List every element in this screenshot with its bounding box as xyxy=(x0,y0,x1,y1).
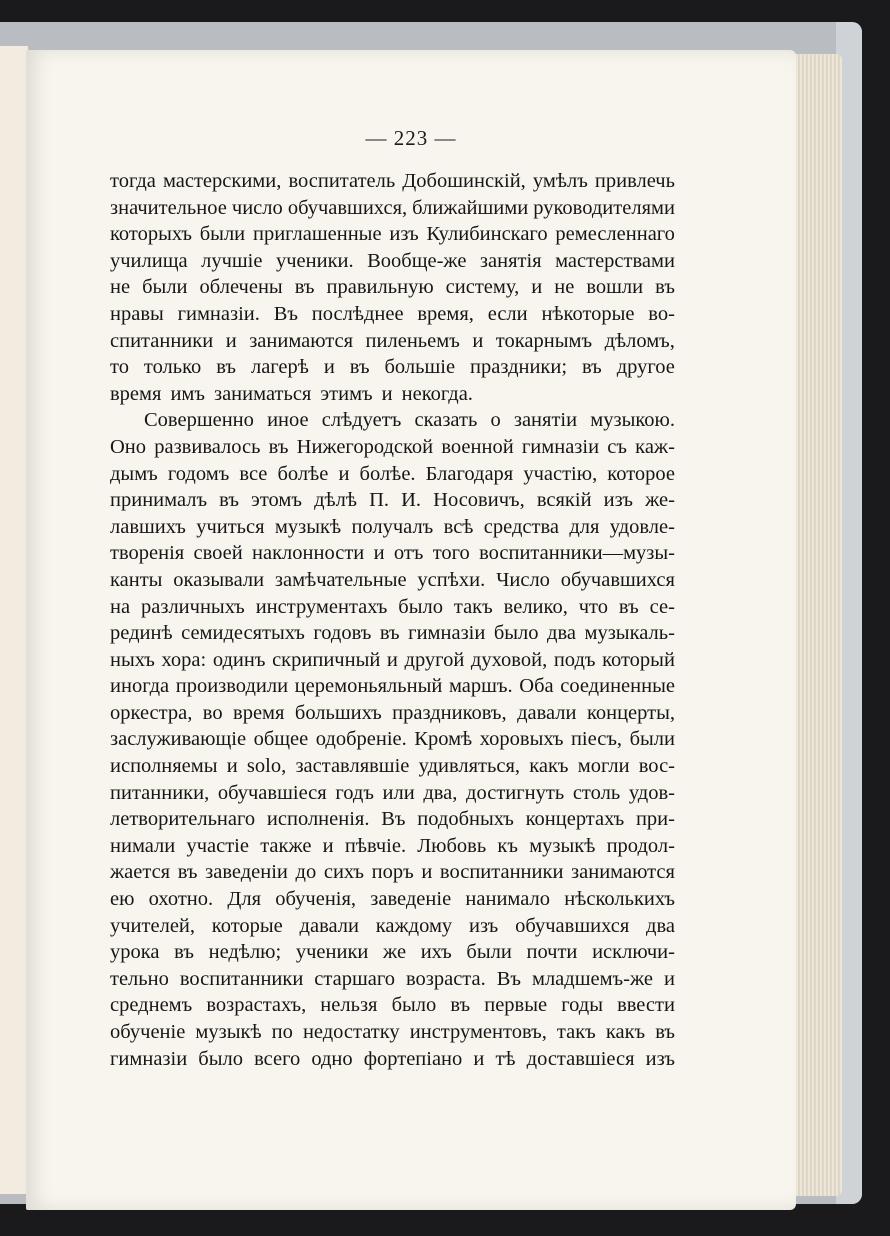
word: удов- xyxy=(628,781,675,804)
word: въ xyxy=(268,435,289,458)
word: концерты, xyxy=(586,701,675,724)
text-line xyxy=(110,328,675,355)
word: и xyxy=(386,648,398,671)
word: такъ xyxy=(453,595,493,618)
text-line xyxy=(110,859,675,886)
word: по xyxy=(271,1021,293,1043)
word: успѣхи. xyxy=(417,568,486,591)
word: спитанники xyxy=(110,329,214,352)
word: ввести xyxy=(617,994,675,1017)
word: исполненія. xyxy=(266,808,370,831)
word: значительное xyxy=(110,196,227,219)
word: того xyxy=(432,542,470,565)
text-line xyxy=(110,753,675,780)
word: послѣднее xyxy=(311,302,404,325)
word: всякій xyxy=(536,489,592,512)
word: изъ xyxy=(389,223,419,246)
word: оркестра, xyxy=(110,701,193,724)
word: музыкѣ xyxy=(529,834,596,857)
word: которое xyxy=(607,462,675,485)
word: во- xyxy=(648,302,675,325)
word: въ xyxy=(655,276,675,299)
word: пѣвчіе. xyxy=(344,834,407,857)
word: было xyxy=(391,994,437,1017)
text-line xyxy=(110,407,675,434)
word: большихъ xyxy=(294,701,382,724)
word: Оба xyxy=(519,675,554,698)
word: которыхъ xyxy=(110,223,192,246)
word: творенія xyxy=(110,542,185,565)
word: въ xyxy=(450,994,471,1017)
text-line xyxy=(110,726,675,753)
text-line xyxy=(110,168,675,195)
word: достигнуть xyxy=(466,781,565,804)
word: маршъ. xyxy=(448,675,513,698)
word: руководителями xyxy=(533,196,675,219)
word: годы xyxy=(561,994,603,1017)
word: училища xyxy=(110,249,188,272)
word: обученіе xyxy=(110,1021,186,1043)
word: токарнымъ xyxy=(495,329,593,352)
word: были xyxy=(199,223,246,246)
text-line xyxy=(110,806,675,833)
text-line xyxy=(110,195,675,222)
word: се- xyxy=(649,595,675,618)
word: ремесленнаго xyxy=(555,223,675,246)
word: вошли xyxy=(586,276,644,299)
word: ихъ xyxy=(420,941,452,964)
word: младшемъ-же xyxy=(531,967,653,990)
word: не xyxy=(554,276,575,299)
word: этомъ xyxy=(251,489,302,512)
word: этимъ xyxy=(320,382,373,405)
word: приглашенные xyxy=(252,223,382,246)
word: военной xyxy=(441,435,514,458)
word: ею xyxy=(110,888,135,911)
word: ученики. xyxy=(275,249,354,272)
word: въ xyxy=(177,861,198,884)
word: въ xyxy=(655,1021,675,1043)
text-line xyxy=(110,673,675,700)
word: годъ xyxy=(335,781,374,804)
word: если xyxy=(487,302,528,325)
word: Для xyxy=(227,888,262,911)
word: музыкою. xyxy=(590,409,675,432)
word: участію, xyxy=(523,462,598,485)
word: ныхъ xyxy=(110,648,155,671)
word: оказывали xyxy=(173,568,265,591)
word: подъ xyxy=(553,648,596,671)
word: П. xyxy=(369,489,390,512)
word: и xyxy=(381,382,393,405)
word: Нижегородской xyxy=(296,435,434,458)
word: учиться xyxy=(196,515,265,538)
word: гимназіи xyxy=(521,435,600,458)
text-line xyxy=(110,354,675,381)
text-line xyxy=(110,594,675,621)
word: общее xyxy=(253,728,309,751)
word: сказать xyxy=(414,409,478,432)
word: облечены xyxy=(199,276,283,299)
word: старшаго xyxy=(314,967,395,990)
word: принималъ xyxy=(110,489,208,512)
text-line xyxy=(110,886,675,913)
text-line xyxy=(110,780,675,807)
text-line xyxy=(110,248,675,275)
text-line xyxy=(110,221,675,248)
word: время, xyxy=(417,302,474,325)
text-line xyxy=(110,514,675,541)
word: какъ xyxy=(529,755,569,778)
word: продол- xyxy=(606,834,675,857)
word: хора: xyxy=(161,648,207,671)
word: духовой, xyxy=(470,648,548,671)
word: было xyxy=(198,1047,243,1070)
word: solo, xyxy=(246,755,287,778)
word: піесъ, xyxy=(570,728,623,751)
page-number: — 223 — xyxy=(365,126,457,150)
word: обучавшихся xyxy=(560,568,675,591)
page-text xyxy=(110,168,675,1072)
word: всего xyxy=(254,1047,301,1070)
previous-page-edge xyxy=(0,46,29,1194)
word: Благодаря xyxy=(425,462,514,485)
word: заниматься xyxy=(213,382,312,405)
text-line xyxy=(110,620,675,647)
word: недѣлю; xyxy=(208,941,282,964)
word: вос- xyxy=(638,755,675,778)
word: на xyxy=(110,595,131,618)
word: въ xyxy=(294,276,315,299)
word: до xyxy=(295,861,317,884)
word: могли xyxy=(577,755,630,778)
word: нимали xyxy=(110,834,176,857)
word: обучавшихся, xyxy=(287,196,408,219)
word: изъ xyxy=(468,914,499,937)
word: средства xyxy=(483,515,559,538)
word: удивляться, xyxy=(418,755,520,778)
text-line xyxy=(110,939,675,966)
word: подобныхъ xyxy=(417,808,514,831)
word: во xyxy=(202,701,223,724)
word: исключи- xyxy=(592,941,675,964)
word: наклонности xyxy=(252,542,365,565)
word: давали xyxy=(299,914,359,937)
word: дѣлѣ xyxy=(314,489,357,512)
word: болѣе. xyxy=(359,462,416,485)
word: годовъ xyxy=(313,622,372,645)
word: и xyxy=(323,356,335,379)
word: и xyxy=(472,329,484,352)
word: годомъ xyxy=(167,462,230,485)
word: жается xyxy=(110,861,171,884)
word: урока xyxy=(110,941,160,964)
word: и xyxy=(322,834,334,857)
word: нельзя xyxy=(320,994,378,1017)
word: музыкѣ xyxy=(195,1021,262,1043)
word: лучшіе xyxy=(201,249,263,272)
word: хоровыхъ xyxy=(479,728,564,751)
word: и xyxy=(373,542,385,565)
word: мастерскими, xyxy=(162,170,282,192)
text-line xyxy=(110,1046,675,1073)
word: Въ xyxy=(273,302,298,325)
word: о xyxy=(490,409,501,432)
word: и xyxy=(225,329,237,352)
word: заведеніе xyxy=(370,888,452,911)
word: Добошинскій, xyxy=(402,170,526,192)
word: были xyxy=(629,728,675,751)
text-line xyxy=(110,540,675,567)
word: обученія, xyxy=(275,888,357,911)
word: давали xyxy=(517,701,577,724)
word: такъ xyxy=(556,1021,596,1043)
word: каждому xyxy=(375,914,453,937)
word: было xyxy=(398,595,443,618)
text-line xyxy=(110,700,675,727)
word: церемоньяльный xyxy=(294,675,443,698)
word: которые xyxy=(211,914,283,937)
word: соединенные xyxy=(560,675,675,698)
word: при- xyxy=(635,808,675,831)
word: возрастахъ, xyxy=(206,994,307,1017)
word: время xyxy=(233,701,285,724)
word: почти xyxy=(526,941,578,964)
word: и xyxy=(421,861,433,884)
word: одинъ xyxy=(212,648,266,671)
word: занятіи xyxy=(513,409,578,432)
word: нравы xyxy=(110,302,164,325)
word: нѣсколькихъ xyxy=(564,888,675,911)
word: что xyxy=(578,595,608,618)
text-line xyxy=(110,913,675,940)
word: Совершенно xyxy=(144,409,254,432)
word: въ xyxy=(216,356,237,379)
word: среднемъ xyxy=(110,994,193,1017)
word: же- xyxy=(645,489,675,512)
word: иное xyxy=(267,409,309,432)
word: все xyxy=(239,462,268,485)
word: концертахъ xyxy=(525,808,625,831)
word: и xyxy=(226,755,238,778)
word: не xyxy=(110,276,131,299)
word: время xyxy=(110,382,162,405)
word: своей xyxy=(193,542,243,565)
word: Число xyxy=(496,568,550,591)
word: и xyxy=(473,1047,485,1070)
word: семидесятыхъ xyxy=(181,622,305,645)
word: лагерѣ xyxy=(250,356,309,379)
text-line xyxy=(110,966,675,993)
text-line xyxy=(110,487,675,514)
word: одно xyxy=(311,1047,353,1070)
word: летворительнаго xyxy=(110,808,256,831)
word: питанники, xyxy=(110,781,210,804)
word: два, xyxy=(423,781,458,804)
word: учителей, xyxy=(110,914,196,937)
word: были xyxy=(142,276,188,299)
word: съ xyxy=(607,435,627,458)
word: обучавшіеся xyxy=(217,781,327,804)
word: дѣломъ, xyxy=(604,329,675,352)
word: были xyxy=(466,941,512,964)
word: некогда. xyxy=(401,382,473,405)
word: замѣчательные xyxy=(274,568,407,591)
word: два xyxy=(547,622,576,645)
text-line xyxy=(110,647,675,674)
text-line xyxy=(110,381,675,408)
word: воспитанники xyxy=(179,967,304,990)
word: изъ xyxy=(645,1047,675,1070)
word: имъ xyxy=(170,382,205,405)
word: заведеніи xyxy=(205,861,288,884)
word: воспитанники xyxy=(439,861,564,884)
word: болѣе xyxy=(277,462,329,485)
word: охотно. xyxy=(148,888,214,911)
text-line xyxy=(110,1019,675,1046)
text-line xyxy=(110,434,675,461)
word: участіе xyxy=(186,834,249,857)
text-line xyxy=(110,567,675,594)
word: возраста. xyxy=(405,967,486,990)
word: или xyxy=(382,781,415,804)
word: только xyxy=(143,356,202,379)
word: и xyxy=(531,276,543,299)
word: отъ xyxy=(393,542,424,565)
word: тогда xyxy=(110,170,156,192)
word: фортепіано xyxy=(363,1047,463,1070)
word: удовле- xyxy=(609,515,675,538)
text-line xyxy=(110,992,675,1019)
word: гимназіи. xyxy=(177,302,260,325)
word: исполняемы xyxy=(110,755,218,778)
word: инструментовъ, xyxy=(409,1021,547,1043)
word: число xyxy=(231,196,283,219)
word: гимназіи xyxy=(110,1047,188,1070)
word: воспитанники—музы- xyxy=(479,542,675,565)
word: въ xyxy=(219,489,239,512)
word: также xyxy=(260,834,312,857)
word: доставшіеся xyxy=(526,1047,635,1070)
word: въ xyxy=(174,941,194,964)
word: большіе xyxy=(384,356,456,379)
word: заставлявшіе xyxy=(295,755,410,778)
word: праздниковъ, xyxy=(392,701,507,724)
word: воспитатель xyxy=(288,170,396,192)
word: нѣкоторые xyxy=(541,302,635,325)
word: получалъ xyxy=(351,515,434,538)
word: въ xyxy=(349,356,370,379)
word: тельно xyxy=(110,967,169,990)
word: столь xyxy=(572,781,621,804)
word: одобреніе. xyxy=(315,728,407,751)
word: Оно xyxy=(110,435,147,458)
word: было xyxy=(493,622,539,645)
text-line xyxy=(110,461,675,488)
word: всѣ xyxy=(443,515,474,538)
word: привлечь xyxy=(594,170,675,192)
text-line xyxy=(110,301,675,328)
word: лавшихъ xyxy=(110,515,186,538)
word: Любовь xyxy=(417,834,487,857)
word: велико, xyxy=(503,595,568,618)
word: для xyxy=(569,515,600,538)
word: недостатку xyxy=(302,1021,400,1043)
word: заслуживающіе xyxy=(110,728,247,751)
word: развивалось xyxy=(154,435,261,458)
word: который xyxy=(602,648,675,671)
word: ближайшими xyxy=(412,196,529,219)
word: Въ xyxy=(381,808,406,831)
word: и xyxy=(663,967,675,990)
word: какъ xyxy=(605,1021,646,1043)
word: инструментахъ xyxy=(255,595,388,618)
word: скрипичный xyxy=(272,648,381,671)
word: Вообще-же xyxy=(367,249,467,272)
word: два xyxy=(646,914,675,937)
word: занимаются xyxy=(249,329,354,352)
word: въ xyxy=(379,622,400,645)
word: поръ xyxy=(371,861,414,884)
word: гимназіи xyxy=(408,622,486,645)
word: умѣлъ xyxy=(532,170,588,192)
text-line xyxy=(110,833,675,860)
word: обучавшихся xyxy=(515,914,630,937)
word: правильную xyxy=(326,276,434,299)
word: же xyxy=(383,941,407,964)
word: въ xyxy=(582,356,602,379)
word: музыкаль- xyxy=(584,622,675,645)
word: ученики xyxy=(295,941,369,964)
word: сихъ xyxy=(323,861,364,884)
word: въ xyxy=(618,595,639,618)
word: рединѣ xyxy=(110,622,173,645)
word: нанимало xyxy=(465,888,551,911)
word: Въ xyxy=(496,967,521,990)
word: систему, xyxy=(445,276,520,299)
word: изъ xyxy=(603,489,633,512)
word: и xyxy=(338,462,350,485)
word: другое xyxy=(616,356,675,379)
word: первые xyxy=(484,994,548,1017)
word: праздники; xyxy=(470,356,568,379)
word: слѣдуетъ xyxy=(321,409,402,432)
word: къ xyxy=(497,834,518,857)
word: то xyxy=(110,356,129,379)
word: занимаются xyxy=(571,861,675,884)
word: Кулибинскаго xyxy=(426,223,548,246)
word: мастерствами xyxy=(555,249,675,272)
word: каж- xyxy=(635,435,675,458)
word: занятія xyxy=(479,249,542,272)
word: пиленьемъ xyxy=(365,329,460,352)
word: тѣ xyxy=(495,1047,516,1070)
word: музыкѣ xyxy=(274,515,342,538)
word: Носовичъ, xyxy=(433,489,525,512)
word: производили xyxy=(175,675,289,698)
word: И. xyxy=(401,489,422,512)
word: другой xyxy=(404,648,465,671)
word: канты xyxy=(110,568,163,591)
word: дымъ xyxy=(110,462,158,485)
word: иногда xyxy=(110,675,170,698)
word: Кромѣ xyxy=(414,728,473,751)
text-line xyxy=(110,274,675,301)
word: различныхъ xyxy=(141,595,245,618)
